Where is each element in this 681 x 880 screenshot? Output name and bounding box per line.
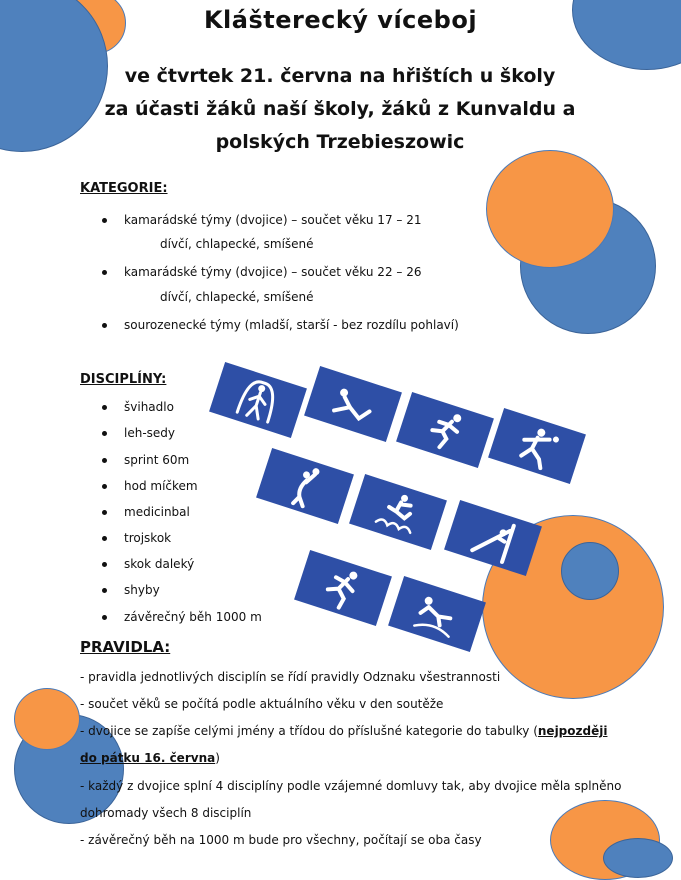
- list-item: závěrečný běh 1000 m: [124, 609, 262, 625]
- throw-icon: [507, 418, 566, 475]
- rule-line: - závěrečný běh na 1000 m bude pro všechny, počítají se oba časy: [80, 833, 482, 847]
- decor-circle-orange-right: [486, 150, 614, 268]
- rule-line: - pravidla jednotlivých disciplín se řídí pravidly Odznaku všestrannosti: [80, 670, 501, 684]
- decor-circle-blue-bottom-corner: [603, 838, 673, 878]
- rule-line: do pátku 16. června): [80, 751, 220, 765]
- categories-heading: KATEGORIE:: [80, 181, 168, 196]
- long-jump-icon: [407, 586, 466, 643]
- tile-pull-up: [444, 500, 542, 576]
- triple-jump-icon: [368, 484, 427, 541]
- tile-ball-throw: [256, 448, 354, 524]
- tile-long-jump: [388, 576, 486, 652]
- list-item: medicinbal: [124, 504, 190, 520]
- rule-line: - součet věků se počítá podle aktuálního věku v den soutěže: [80, 697, 444, 711]
- list-item: shyby: [124, 582, 160, 598]
- tile-throw: [488, 408, 586, 484]
- list-item: trojskok: [124, 530, 171, 546]
- subtitle-line: polských Trzebieszowic: [215, 131, 465, 153]
- decor-circle-blue-inner: [561, 542, 619, 600]
- list-item: kamarádské týmy (dvojice) – součet věku 17 – 21: [124, 212, 421, 228]
- list-item: švihadlo: [124, 399, 174, 415]
- rule-line: dohromady všech 8 disciplín: [80, 806, 252, 820]
- decor-circle-orange-bottom-left: [14, 688, 80, 750]
- tile-sprint: [396, 392, 494, 468]
- page-title: Klášterecký víceboj: [203, 6, 478, 34]
- page-subtitle: [90, 60, 590, 159]
- tile-runner: [294, 550, 392, 626]
- list-item-sub: dívčí, chlapecké, smíšené: [160, 290, 314, 304]
- list-item: hod míčkem: [124, 478, 198, 494]
- rules-heading: PRAVIDLA:: [80, 638, 171, 656]
- list-item: sprint 60m: [124, 452, 189, 468]
- rule-line: - dvojice se zapíše celými jmény a třídou do příslušné kategorie do tabulky (nejpozději: [80, 724, 608, 738]
- jump-rope-icon: [228, 372, 287, 429]
- subtitle-line: za účasti žáků naší školy, žáků z Kunvaldu a: [104, 98, 576, 120]
- list-item: sourozenecké týmy (mladší, starší - bez rozdílu pohlaví): [124, 317, 459, 333]
- ball-throw-icon: [275, 458, 334, 515]
- pull-up-icon: [463, 510, 522, 567]
- subtitle-line: ve čtvrtek 21. června na hřištích u školy: [124, 65, 556, 87]
- runner-icon: [313, 560, 372, 617]
- tile-sit-up: [304, 366, 402, 442]
- sprint-icon: [415, 402, 474, 459]
- list-item: skok daleký: [124, 556, 194, 572]
- tile-triple-jump: [349, 474, 447, 550]
- sit-up-icon: [323, 376, 382, 433]
- list-item: leh-sedy: [124, 425, 175, 441]
- list-item-sub: dívčí, chlapecké, smíšené: [160, 237, 314, 251]
- list-item: kamarádské týmy (dvojice) – součet věku 22 – 26: [124, 264, 421, 280]
- disciplines-heading: DISCIPLÍNY:: [80, 372, 167, 387]
- tile-jump-rope: [209, 362, 307, 438]
- rule-line: - každý z dvojice splní 4 disciplíny podle vzájemné domluvy tak, aby dvojice měla splněno: [80, 779, 622, 793]
